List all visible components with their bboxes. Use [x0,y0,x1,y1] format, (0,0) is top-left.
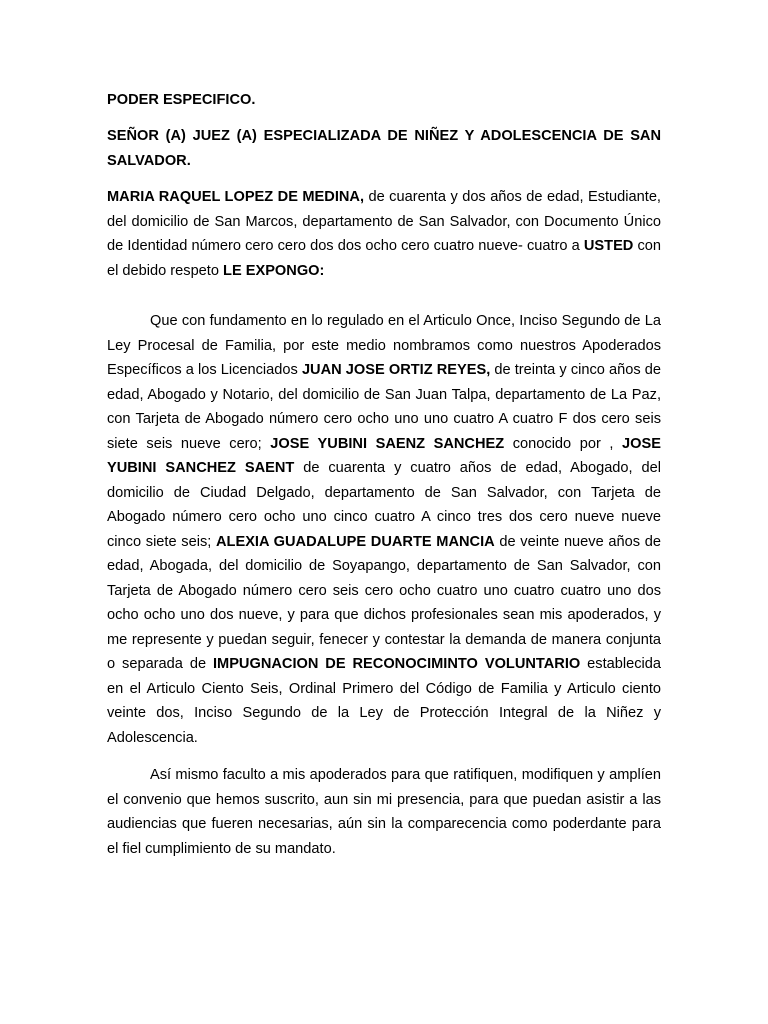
grantor-name: MARIA RAQUEL LOPEZ DE MEDINA, [107,189,365,205]
body-paragraph-2: Así mismo faculto a mis apoderados para que ratifiquen, modifiquen y amplíen el convenio que hemos suscrito, aun sin mi presencia, para que puedan asistir a las audiencias que fueren necesarias, aún sin la comparecencia como poderdante para el fiel cumplimiento de su mandato. [107,767,661,857]
attorney-name-2: JOSE YUBINI SAENZ SANCHEZ [270,435,505,452]
attorney-name-3: ALEXIA GUADALUPE DUARTE MANCIA [216,533,495,550]
body-paragraph-1: Que con fundamento en lo regulado en el Articulo Once, Inciso Segundo de La Ley Procesal de Familia, por este medio nombramos como nuestros Apoderados Específicos a los Licenciados JUAN JOSE ORTIZ REYES, de treinta y cinco años de edad, Abogado y Notario, del domicilio de San Juan Talpa, departamento de La Paz, con Tarjeta de Abogado número cero ocho uno uno cuatro A cuatro F dos cero seis siete seis nueve cero; JOSE YUBINI SAENZ SANCHEZ conocido por , JOSE YUBINI SANCHEZ SAENT de cuarenta y cuatro años de edad, Abogado, del domicilio de Ciudad Delgado, departamento de San Salvador, con Tarjeta de Abogado número cero ocho uno cinco cuatro A cinco tres dos cero nueve nueve cinco siete seis; ALEXIA GUADALUPE DUARTE MANCIA de veinte nueve años de edad, Abogada, del domicilio de Soyapango, departamento de San Salvador, con Tarjeta de Abogado número cero seis cero ocho cuatro uno cuatro cuatro uno dos ocho ocho uno dos nueve, y para que dichos profesionales sean mis apoderados, y me represente y puedan seguir, fenecer y contestar la demanda de manera conjunta o separada de IMPUGNACION DE RECONOCIMINTO VOLUNTARIO establecida en el Articulo Ciento Seis, Ordinal Primero del Código de Familia y Articulo ciento veinte dos, Inciso Segundo de la Ley de Protección Integral de la Niñez y Adolescencia. [107,313,661,746]
intro-paragraph: MARIA RAQUEL LOPEZ DE MEDINA, de cuarenta y dos años de edad, Estudiante, del domicilio de San Marcos, departamento de San Salvador, con Documento Único de Identidad número cero cero dos dos ocho cero cuatro nueve- cuatro a USTED con el debido respeto LE EXPONGO: [107,189,661,279]
document-title: PODER ESPECIFICO. [107,92,256,108]
attorney-alias: JOSE YUBINI SANCHEZ SAENT [107,435,661,476]
attorney-name-1: JUAN JOSE ORTIZ REYES, [301,362,491,378]
case-type: IMPUGNACION DE RECONOCIMINTO VOLUNTARIO [212,656,581,672]
addressee: SEÑOR (A) JUEZ (A) ESPECIALIZADA DE NIÑEZ Y ADOLESCENCIA DE SAN SALVADOR. [107,128,661,169]
